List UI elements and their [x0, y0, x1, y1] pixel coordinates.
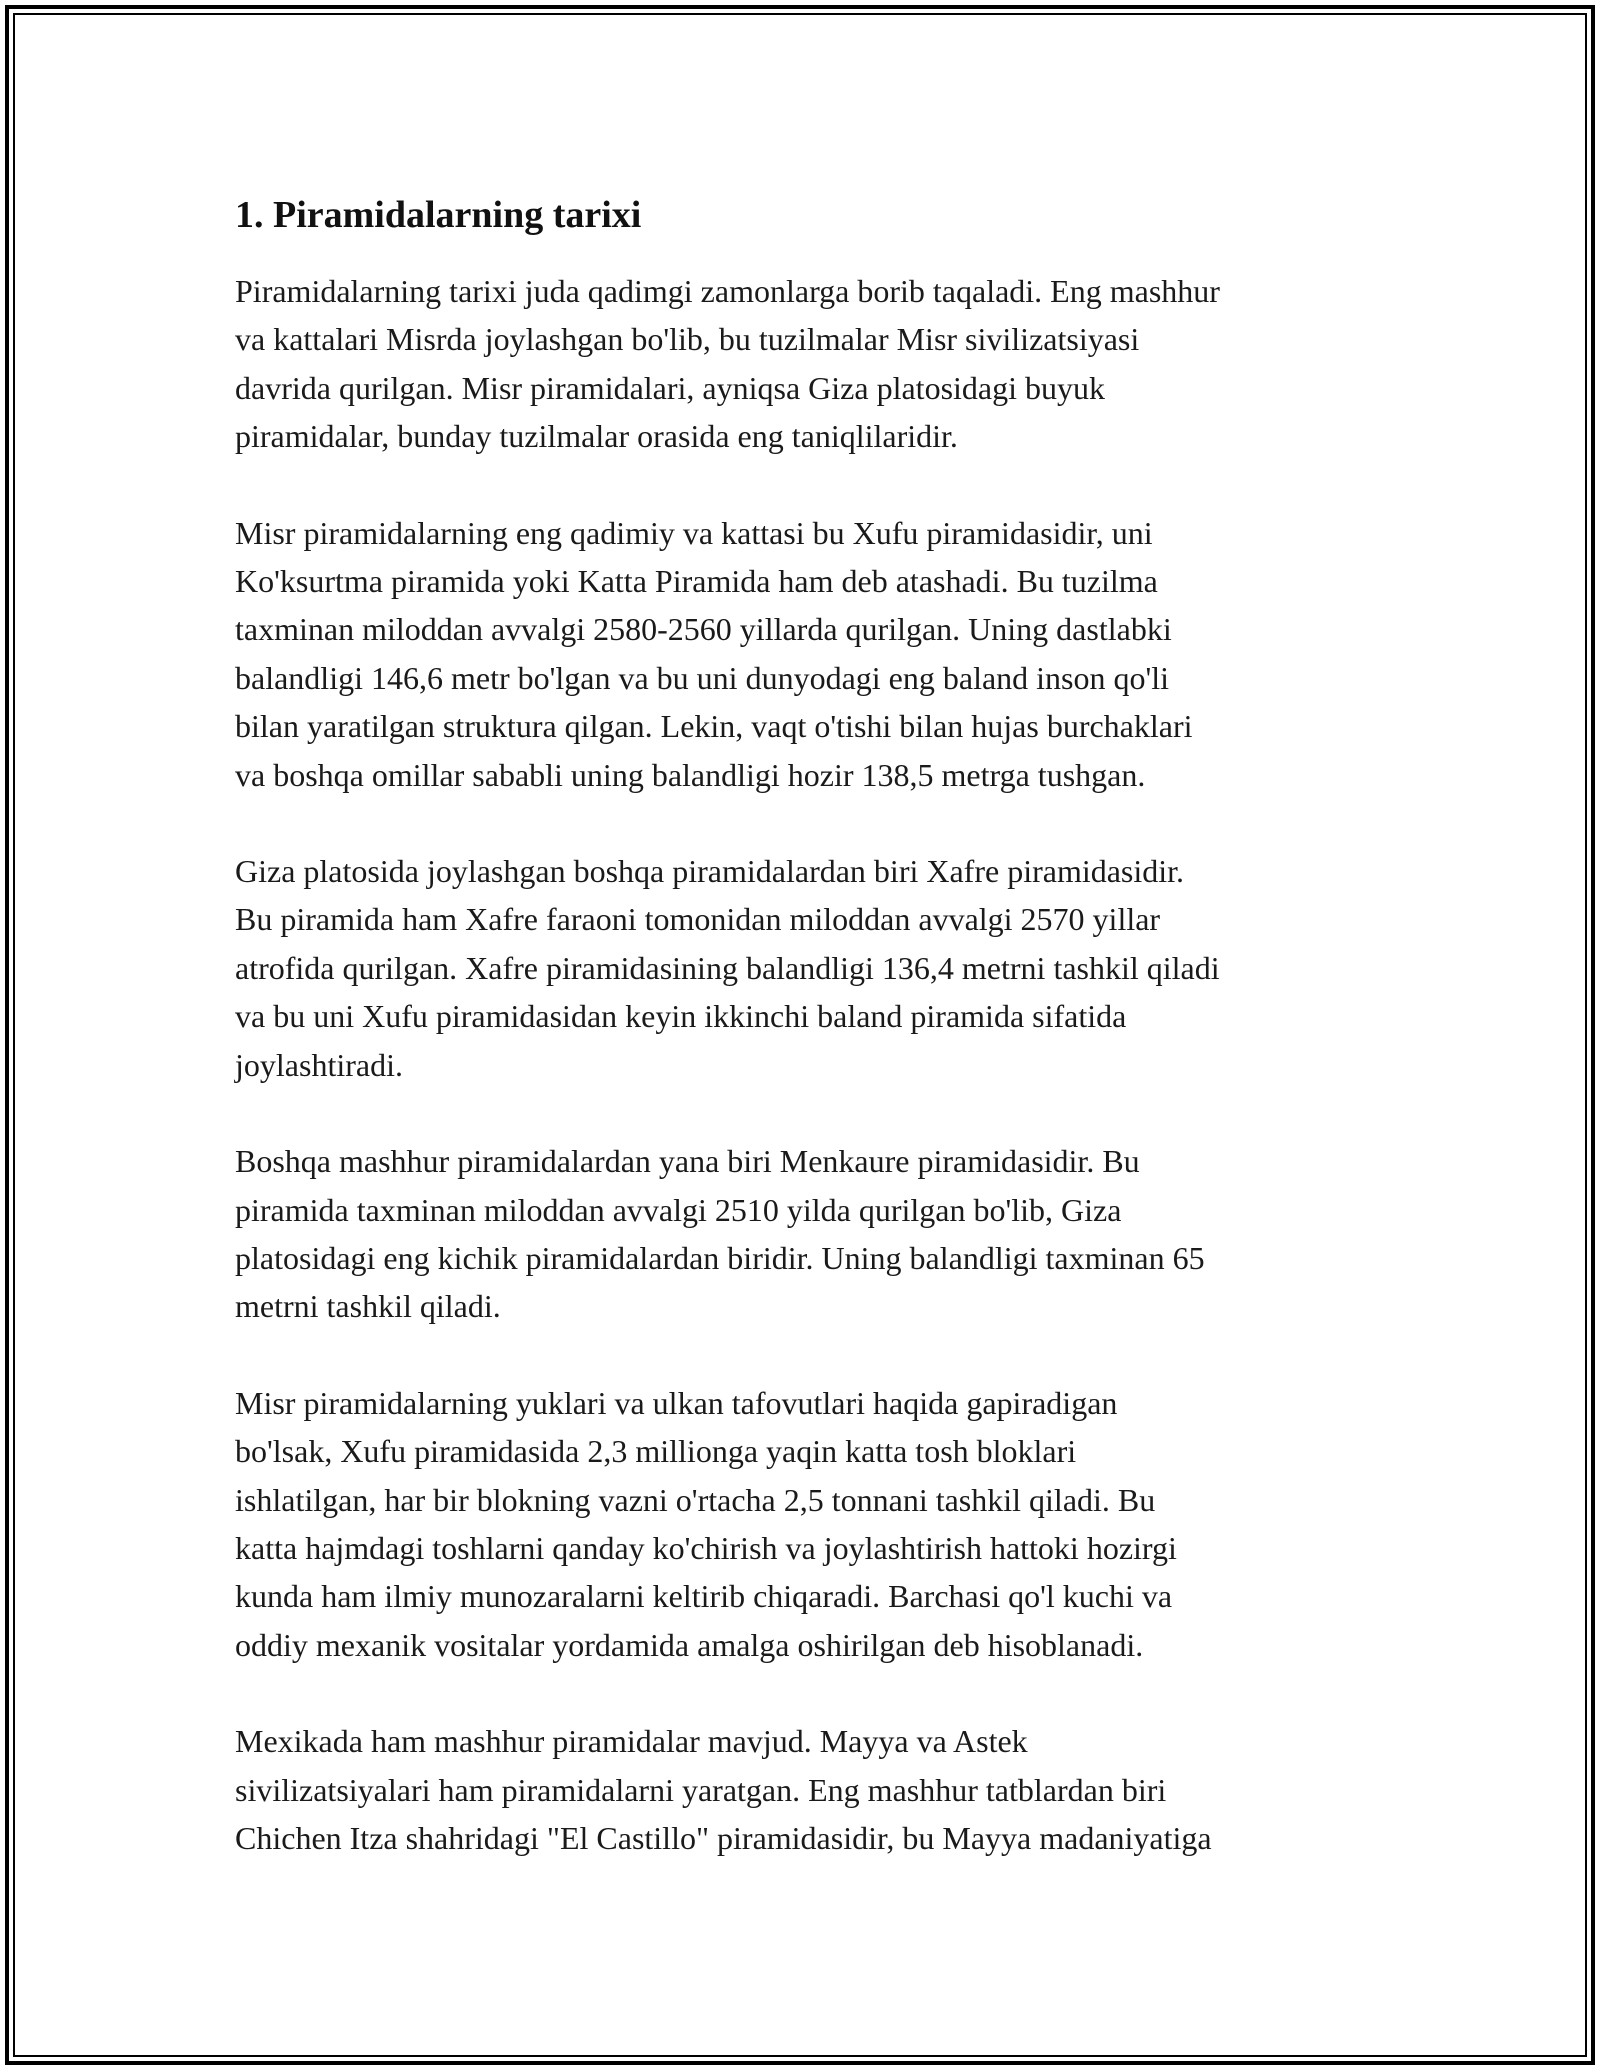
- paragraph-3: Giza platosida joylashgan boshqa piramidalardan biri Xafre piramidasidir. Bu piramida ham Xafre faraoni tomonidan miloddan avvalgi 2570 yillar atrofida qurilgan. Xafre piramidasining balandligi 136,4 metrni tashkil qiladi va bu uni Xufu piramidasidan keyin ikkinchi baland piramida sifatida joylashtiradi.: [235, 853, 1220, 1083]
- paragraph-2: Misr piramidalarning eng qadimiy va kattasi bu Xufu piramidasidir, uni Ko'ksurtma piramida yoki Katta Piramida ham deb atashadi. Bu tuzilma taxminan miloddan avvalgi 2580-2560 yillarda qurilgan. Uning dastlabki balandligi 146,6 metr bo'lgan va bu uni dunyodagi eng baland inson qo'li bilan yaratilgan struktura qilgan. Lekin, vaqt o'tishi bilan hujas burchaklari va boshqa omillar sababli uning balandligi hozir 138,5 metrga tushgan.: [235, 514, 1193, 793]
- paragraph-1: Piramidalarning tarixi juda qadimgi zamonlarga borib taqaladi. Eng mashhur va kattalari Misrda joylashgan bo'lib, bu tuzilmalar Misr sivilizatsiyasi davrida qurilgan. Misr piramidalari, ayniqsa Giza platosidagi buyuk piramidalar, bunday tuzilmalar orasida eng taniqlilaridir.: [235, 273, 1220, 455]
- paragraph-6: Mexikada ham mashhur piramidalar mavjud. Mayya va Astek sivilizatsiyalari ham piramidalarni yaratgan. Eng mashhur tatblardan biri Chichen Itza shahridagi "El Castillo" piramidasidir, bu Mayya madaniyatiga: [235, 1723, 1212, 1856]
- document-body: [235, 185, 1380, 1910]
- section-heading: 1. Piramidalarning tarixi: [235, 194, 642, 236]
- paragraph-4: Boshqa mashhur piramidalardan yana biri Menkaure piramidasidir. Bu piramida taxminan miloddan avvalgi 2510 yilda qurilgan bo'lib, Giza platosidagi eng kichik piramidalardan biridir. Uning balandligi taxminan 65 metrni tashkil qiladi.: [235, 1143, 1205, 1325]
- paragraph-5: Misr piramidalarning yuklari va ulkan tafovutlari haqida gapiradigan bo'lsak, Xufu piramidasida 2,3 millionga yaqin katta tosh bloklari ishlatilgan, har bir blokning vazni o'rtacha 2,5 tonnani tashkil qiladi. Bu katta hajmdagi toshlarni qanday ko'chirish va joylashtirish hattoki hozirgi kunda ham ilmiy munozaralarni keltirib chiqaradi. Barchasi qo'l kuchi va oddiy mexanik vositalar yordamida amalga oshirilgan deb hisoblanadi.: [235, 1384, 1177, 1663]
